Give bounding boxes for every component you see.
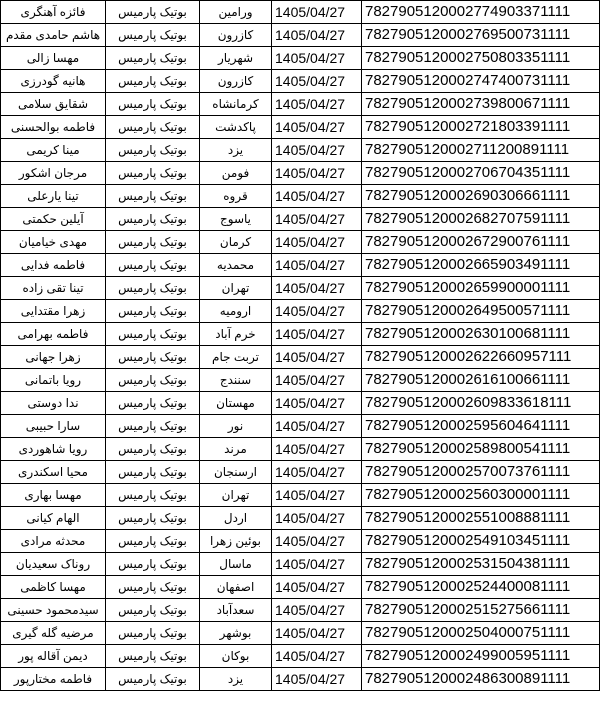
name-cell: سیدمحمود حسینی [1,599,106,622]
date-cell: 1405/04/27 [272,185,362,208]
city-cell: سعدآباد [200,599,272,622]
shop-cell: بوتیک پارمیس [106,254,200,277]
shop-cell: بوتیک پارمیس [106,668,200,691]
name-cell: زهرا جهانی [1,346,106,369]
city-cell: کرمانشاه [200,93,272,116]
code-cell: 7827905120002486300891111 [362,668,600,691]
name-cell: مهسا زالی [1,47,106,70]
shop-cell: بوتیک پارمیس [106,599,200,622]
shop-cell: بوتیک پارمیس [106,93,200,116]
code-cell: 7827905120002659900001111 [362,277,600,300]
code-cell: 7827905120002630100681111 [362,323,600,346]
city-cell: کرمان [200,231,272,254]
table-row [1,139,600,162]
shop-cell: بوتیک پارمیس [106,162,200,185]
city-cell: مرند [200,438,272,461]
city-cell: کازرون [200,70,272,93]
table-row [1,599,600,622]
name-cell: محدثه مرادی [1,530,106,553]
shop-cell: بوتیک پارمیس [106,116,200,139]
code-cell: 7827905120002690306661111 [362,185,600,208]
table-row [1,668,600,691]
city-cell: اردل [200,507,272,530]
table-row [1,553,600,576]
code-cell: 7827905120002774903371111 [362,1,600,24]
city-cell: سنندج [200,369,272,392]
city-cell: یزد [200,668,272,691]
code-cell: 7827905120002682707591111 [362,208,600,231]
date-cell: 1405/04/27 [272,300,362,323]
code-cell: 7827905120002616100661111 [362,369,600,392]
date-cell: 1405/04/27 [272,139,362,162]
table-row [1,530,600,553]
shop-cell: بوتیک پارمیس [106,553,200,576]
name-cell: سارا حبیبی [1,415,106,438]
date-cell: 1405/04/27 [272,622,362,645]
city-cell: قروه [200,185,272,208]
date-cell: 1405/04/27 [272,208,362,231]
date-cell: 1405/04/27 [272,254,362,277]
date-cell: 1405/04/27 [272,1,362,24]
shop-cell: بوتیک پارمیس [106,70,200,93]
table-row [1,70,600,93]
code-cell: 7827905120002549103451111 [362,530,600,553]
shop-cell: بوتیک پارمیس [106,645,200,668]
date-cell: 1405/04/27 [272,24,362,47]
name-cell: مرجان اشکور [1,162,106,185]
city-cell: ماسال [200,553,272,576]
code-cell: 7827905120002551008881111 [362,507,600,530]
code-cell: 7827905120002570073761111 [362,461,600,484]
shop-cell: بوتیک پارمیس [106,415,200,438]
table-row [1,323,600,346]
name-cell: رویا باتمانی [1,369,106,392]
shop-cell: بوتیک پارمیس [106,484,200,507]
shop-cell: بوتیک پارمیس [106,277,200,300]
code-cell: 7827905120002531504381111 [362,553,600,576]
date-cell: 1405/04/27 [272,668,362,691]
city-cell: ارسنجان [200,461,272,484]
table-row [1,645,600,668]
code-cell: 7827905120002672900761111 [362,231,600,254]
shop-cell: بوتیک پارمیس [106,392,200,415]
table-row [1,346,600,369]
code-cell: 7827905120002622660957111 [362,346,600,369]
city-cell: محمدیه [200,254,272,277]
code-cell: 7827905120002739800671111 [362,93,600,116]
table-row [1,300,600,323]
name-cell: فائزه آهنگری [1,1,106,24]
shop-cell: بوتیک پارمیس [106,185,200,208]
date-cell: 1405/04/27 [272,507,362,530]
city-cell: ورامین [200,1,272,24]
city-cell: فومن [200,162,272,185]
date-cell: 1405/04/27 [272,645,362,668]
shop-cell: بوتیک پارمیس [106,461,200,484]
name-cell: رویا شاهوردی [1,438,106,461]
date-cell: 1405/04/27 [272,530,362,553]
name-cell: الهام کیانی [1,507,106,530]
city-cell: بوکان [200,645,272,668]
date-cell: 1405/04/27 [272,392,362,415]
code-cell: 7827905120002769500731111 [362,24,600,47]
code-cell: 7827905120002665903491111 [362,254,600,277]
date-cell: 1405/04/27 [272,277,362,300]
name-cell: فاطمه مختارپور [1,668,106,691]
shop-cell: بوتیک پارمیس [106,231,200,254]
city-cell: نور [200,415,272,438]
city-cell: اصفهان [200,576,272,599]
code-cell: 7827905120002706704351111 [362,162,600,185]
date-cell: 1405/04/27 [272,116,362,139]
name-cell: مهسا کاظمی [1,576,106,599]
name-cell: روناک سعیدیان [1,553,106,576]
table-row [1,1,600,24]
table-row [1,185,600,208]
city-cell: تهران [200,277,272,300]
name-cell: فاطمه فدایی [1,254,106,277]
name-cell: زهرا مقتدایی [1,300,106,323]
date-cell: 1405/04/27 [272,599,362,622]
name-cell: تینا یارعلی [1,185,106,208]
city-cell: شهریار [200,47,272,70]
table-row [1,93,600,116]
name-cell: فاطمه بهرامی [1,323,106,346]
shop-cell: بوتیک پارمیس [106,530,200,553]
shop-cell: بوتیک پارمیس [106,208,200,231]
table-row [1,208,600,231]
code-cell: 7827905120002589800541111 [362,438,600,461]
city-cell: پاکدشت [200,116,272,139]
date-cell: 1405/04/27 [272,461,362,484]
date-cell: 1405/04/27 [272,415,362,438]
table-row [1,622,600,645]
shop-cell: بوتیک پارمیس [106,438,200,461]
city-cell: مهستان [200,392,272,415]
city-cell: تربت جام [200,346,272,369]
code-cell: 7827905120002515275661111 [362,599,600,622]
city-cell: تهران [200,484,272,507]
code-cell: 7827905120002499005951111 [362,645,600,668]
date-cell: 1405/04/27 [272,70,362,93]
table-row [1,231,600,254]
table-row [1,461,600,484]
date-cell: 1405/04/27 [272,576,362,599]
table-row [1,254,600,277]
name-cell: شقایق سلامی [1,93,106,116]
city-cell: بوئین زهرا [200,530,272,553]
date-cell: 1405/04/27 [272,231,362,254]
table-row [1,415,600,438]
table-row [1,116,600,139]
name-cell: آیلین حکمتی [1,208,106,231]
shop-cell: بوتیک پارمیس [106,622,200,645]
table-row [1,24,600,47]
code-cell: 7827905120002747400731111 [362,70,600,93]
table-row [1,507,600,530]
code-cell: 7827905120002504000751111 [362,622,600,645]
shop-cell: بوتیک پارمیس [106,24,200,47]
shop-cell: بوتیک پارمیس [106,1,200,24]
code-cell: 7827905120002560300001111 [362,484,600,507]
date-cell: 1405/04/27 [272,553,362,576]
date-cell: 1405/04/27 [272,484,362,507]
name-cell: تینا تقی زاده [1,277,106,300]
city-cell: یزد [200,139,272,162]
table-row [1,484,600,507]
records-table-body [1,1,600,691]
name-cell: هانیه گودرزی [1,70,106,93]
date-cell: 1405/04/27 [272,346,362,369]
table-row [1,47,600,70]
shop-cell: بوتیک پارمیس [106,47,200,70]
code-cell: 7827905120002595604641111 [362,415,600,438]
shop-cell: بوتیک پارمیس [106,139,200,162]
city-cell: بوشهر [200,622,272,645]
city-cell: ارومیه [200,300,272,323]
date-cell: 1405/04/27 [272,93,362,116]
name-cell: هاشم حامدی مقدم [1,24,106,47]
name-cell: دیمن آقاله پور [1,645,106,668]
shop-cell: بوتیک پارمیس [106,369,200,392]
table-row [1,369,600,392]
code-cell: 7827905120002711200891111 [362,139,600,162]
city-cell: کازرون [200,24,272,47]
name-cell: مهسا بهاری [1,484,106,507]
shop-cell: بوتیک پارمیس [106,346,200,369]
city-cell: یاسوج [200,208,272,231]
date-cell: 1405/04/27 [272,438,362,461]
table-row [1,576,600,599]
name-cell: محیا اسکندری [1,461,106,484]
date-cell: 1405/04/27 [272,162,362,185]
table-row [1,392,600,415]
code-cell: 7827905120002649500571111 [362,300,600,323]
code-cell: 7827905120002750803351111 [362,47,600,70]
name-cell: ندا دوستی [1,392,106,415]
shop-cell: بوتیک پارمیس [106,323,200,346]
code-cell: 7827905120002524400081111 [362,576,600,599]
city-cell: خرم آباد [200,323,272,346]
code-cell: 7827905120002609833618111 [362,392,600,415]
date-cell: 1405/04/27 [272,47,362,70]
table-row [1,162,600,185]
name-cell: فاطمه بوالحسنی [1,116,106,139]
code-cell: 7827905120002721803391111 [362,116,600,139]
shop-cell: بوتیک پارمیس [106,507,200,530]
name-cell: مرضیه گله گیری [1,622,106,645]
table-row [1,438,600,461]
name-cell: مهدی خیامیان [1,231,106,254]
date-cell: 1405/04/27 [272,323,362,346]
date-cell: 1405/04/27 [272,369,362,392]
shop-cell: بوتیک پارمیس [106,576,200,599]
shop-cell: بوتیک پارمیس [106,300,200,323]
table-row [1,277,600,300]
name-cell: مینا کریمی [1,139,106,162]
